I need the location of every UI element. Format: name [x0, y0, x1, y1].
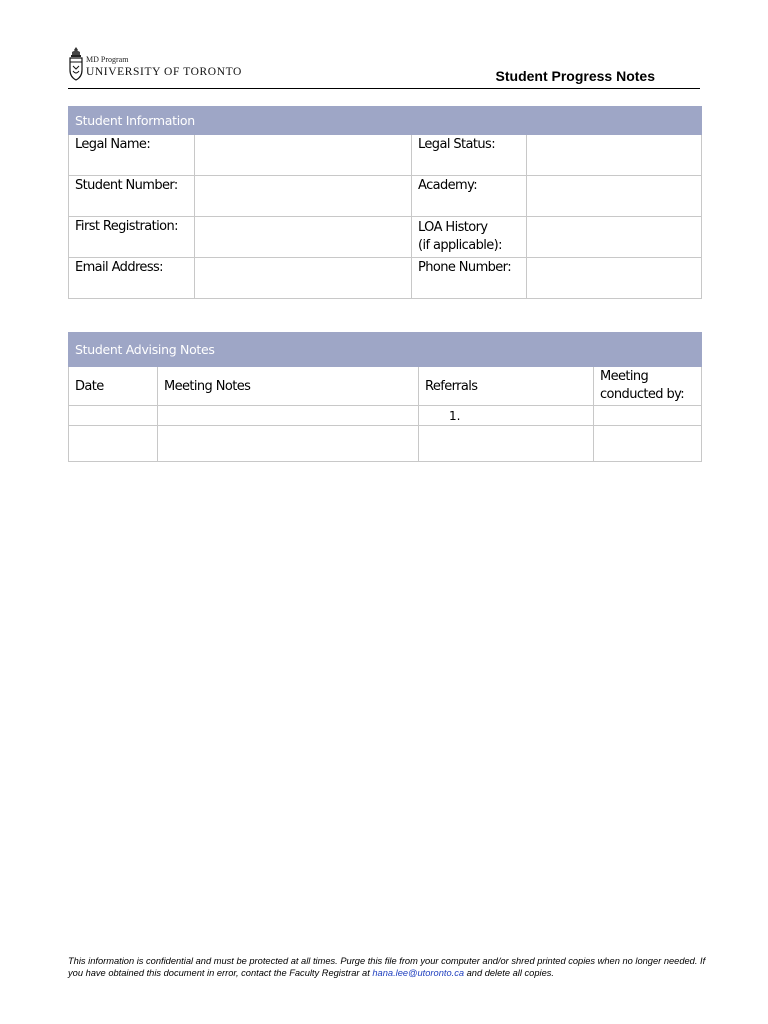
student-advising-notes-header: Student Advising Notes [69, 333, 702, 367]
logo-program-text: MD Program [86, 55, 129, 64]
meeting-notes-column-header: Meeting Notes [158, 367, 419, 406]
phone-number-field[interactable] [527, 258, 702, 299]
meeting-conducted-by-line2: conducted by: [600, 387, 685, 402]
legal-name-field[interactable] [195, 135, 412, 176]
student-information-table [68, 106, 702, 299]
table-row [69, 217, 702, 258]
registrar-email-link[interactable]: hana.lee@utoronto.ca [372, 968, 465, 978]
footer-text-after-email: and delete all copies. [466, 968, 554, 978]
table-row [69, 406, 702, 426]
referrals-cell[interactable]: 1. [419, 406, 594, 426]
table-row [69, 426, 702, 462]
loa-history-label-line2: (if applicable): [418, 238, 502, 253]
logo-university-text: UNIVERSITY OF TORONTO [86, 66, 242, 78]
footer-text-before-email: This information is confidential and must be protected at all times. Purge this file from your computer and/or shred printed copies when no longer needed. If you have obtained this document in error, contact the Faculty Registrar at [68, 956, 706, 978]
first-registration-field[interactable] [195, 217, 412, 258]
academy-field[interactable] [527, 176, 702, 217]
confidentiality-footer [68, 955, 708, 979]
conducted-by-cell[interactable] [594, 426, 702, 462]
student-information-header: Student Information [69, 107, 702, 135]
academy-label: Academy: [412, 176, 527, 217]
university-logo [68, 44, 242, 84]
document-title: Student Progress Notes [495, 68, 655, 84]
student-advising-notes-table [68, 332, 702, 462]
table-row [69, 135, 702, 176]
table-row [69, 176, 702, 217]
loa-history-label [412, 217, 527, 258]
phone-number-label: Phone Number: [412, 258, 527, 299]
student-number-field[interactable] [195, 176, 412, 217]
meeting-notes-cell[interactable] [158, 426, 419, 462]
email-address-label: Email Address: [69, 258, 195, 299]
loa-history-label-line1: LOA History [418, 220, 488, 235]
legal-status-label: Legal Status: [412, 135, 527, 176]
document-header [68, 44, 700, 89]
student-number-label: Student Number: [69, 176, 195, 217]
meeting-conducted-by-line1: Meeting [600, 369, 649, 384]
meeting-conducted-by-column-header [594, 367, 702, 406]
date-column-header: Date [69, 367, 158, 406]
legal-status-field[interactable] [527, 135, 702, 176]
email-address-field[interactable] [195, 258, 412, 299]
legal-name-label: Legal Name: [69, 135, 195, 176]
table-header-row [69, 367, 702, 406]
conducted-by-cell[interactable] [594, 406, 702, 426]
meeting-notes-cell[interactable] [158, 406, 419, 426]
referrals-column-header: Referrals [419, 367, 594, 406]
table-row [69, 258, 702, 299]
first-registration-label: First Registration: [69, 217, 195, 258]
date-cell[interactable] [69, 406, 158, 426]
date-cell[interactable] [69, 426, 158, 462]
crest-icon [68, 46, 84, 82]
loa-history-field[interactable] [527, 217, 702, 258]
referrals-cell[interactable] [419, 426, 594, 462]
